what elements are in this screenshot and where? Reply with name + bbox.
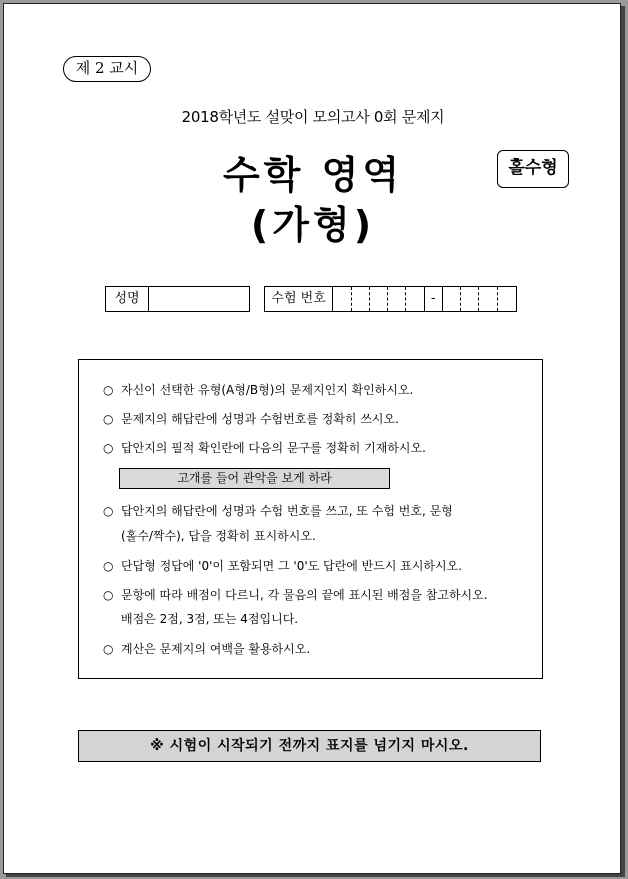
bullet-circle-icon: ○ [103, 559, 114, 573]
subject-title: 수학 영역 [222, 153, 404, 197]
instruction-item-continued: 배점은 2점, 3점, 또는 4점입니다. [121, 612, 299, 626]
odd-type-badge: 홀수형 [497, 150, 569, 188]
instruction-item: ○ 문항에 따라 배점이 다르니, 각 물음의 끝에 표시된 배점을 참고하시오. [103, 588, 488, 602]
name-label: 성명 [106, 287, 149, 311]
instructions-box [78, 359, 543, 679]
name-input-area[interactable] [149, 287, 249, 311]
subject-type-title: (가형) [250, 203, 376, 247]
exam-number-digit[interactable] [461, 287, 479, 311]
exam-number-label: 수험 번호 [265, 287, 333, 311]
exam-number-digit[interactable] [498, 287, 516, 311]
exam-cover-page [3, 3, 621, 874]
instruction-item-continued: (홀수/짝수), 답을 정확히 표시하시오. [121, 529, 316, 543]
exam-number-digit[interactable] [352, 287, 370, 311]
instruction-item: ○ 답안지의 필적 확인란에 다음의 문구를 정확히 기재하시오. [103, 441, 426, 455]
exam-number-digit[interactable] [333, 287, 351, 311]
handwriting-phrase-box: 고개를 들어 관악을 보게 하라 [119, 468, 390, 489]
bullet-circle-icon: ○ [103, 504, 114, 518]
bullet-circle-icon: ○ [103, 642, 114, 656]
exam-number-digit[interactable] [388, 287, 406, 311]
exam-number-field[interactable] [264, 286, 517, 312]
instruction-item: ○ 계산은 문제지의 여백을 활용하시오. [103, 642, 311, 656]
instruction-item: ○ 답안지의 해답란에 성명과 수험 번호를 쓰고, 또 수험 번호, 문형 [103, 504, 453, 518]
exam-number-digit[interactable] [370, 287, 388, 311]
session-label: 제 2 교시 [63, 56, 151, 82]
name-field[interactable] [105, 286, 250, 312]
bullet-circle-icon: ○ [103, 412, 114, 426]
do-not-open-warning: ※ 시험이 시작되기 전까지 표지를 넘기지 마시오. [78, 730, 541, 762]
exam-number-separator: - [425, 287, 443, 311]
bullet-circle-icon: ○ [103, 383, 114, 397]
instruction-item: ○ 단답형 정답에 '0'이 포함되면 그 '0'도 답란에 반드시 표시하시오. [103, 559, 463, 573]
instruction-item: ○ 문제지의 해답란에 성명과 수험번호를 정확히 쓰시오. [103, 412, 399, 426]
exam-number-digit[interactable] [443, 287, 461, 311]
instruction-item: ○ 자신이 선택한 유형(A형/B형)의 문제지인지 확인하시오. [103, 383, 414, 397]
page-shadow-right [621, 6, 625, 877]
page-shadow-bottom [6, 874, 625, 877]
exam-number-digit[interactable] [479, 287, 497, 311]
exam-number-digit[interactable] [406, 287, 424, 311]
exam-subtitle: 2018학년도 설맞이 모의고사 0회 문제지 [181, 108, 445, 126]
bullet-circle-icon: ○ [103, 441, 114, 455]
bullet-circle-icon: ○ [103, 588, 114, 602]
